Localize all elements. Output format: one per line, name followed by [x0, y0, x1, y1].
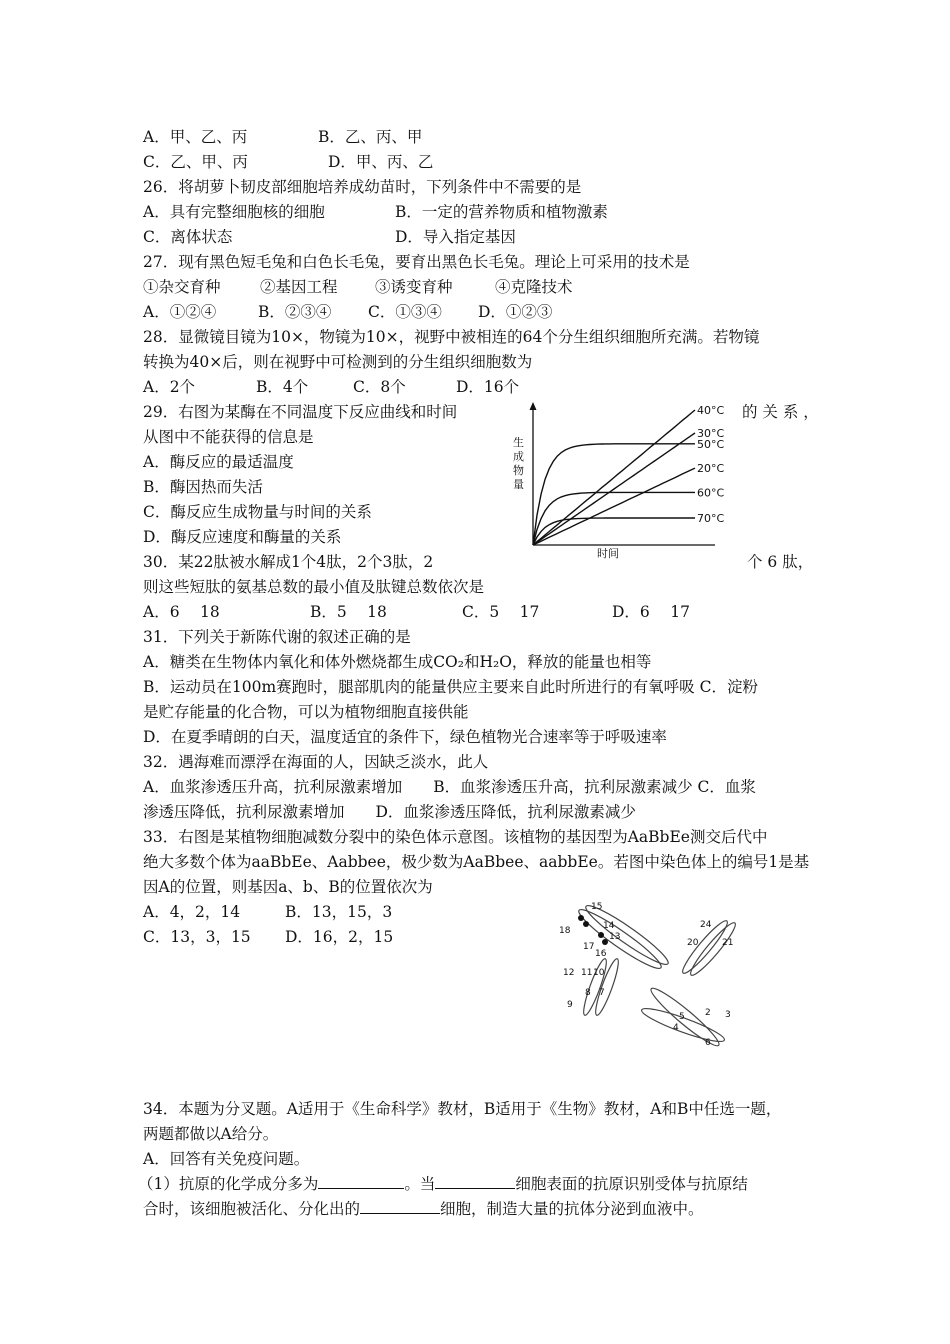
answer-blank[interactable] — [435, 1174, 515, 1189]
gene-label: 5 — [679, 1012, 685, 1022]
gene-label: 15 — [591, 902, 603, 912]
q27-item-4: ④克隆技术 — [495, 278, 573, 296]
gene-label: 16 — [595, 949, 607, 959]
answer-blank[interactable] — [318, 1174, 404, 1189]
y-axis-label-3: 物 — [513, 464, 524, 477]
q31-option-c: 是贮存能量的化合物，可以为植物细胞直接供能 — [143, 703, 469, 721]
gene-label: 21 — [722, 938, 734, 948]
question-33-line-3: 因A的位置，则基因a、b、B的位置依次为 — [143, 878, 433, 896]
question-31: 31．下列关于新陈代谢的叙述正确的是 — [143, 628, 411, 646]
q31-option-a: A．糖类在生物体内氧化和体外燃烧都生成CO₂和H₂O，释放的能量也相等 — [143, 653, 652, 671]
y-axis-arrow — [530, 402, 537, 410]
q27-option-a: A．①②④ — [143, 303, 217, 321]
enzyme-temperature-chart — [505, 398, 735, 560]
fill-text: 合时，该细胞被活化、分化出的 — [143, 1200, 361, 1218]
q26-option-a: A．具有完整细胞核的细胞 — [143, 203, 325, 221]
q33-option-c: C．13，3，15 — [143, 928, 251, 946]
series-label-5: 70°C — [697, 512, 725, 525]
q27-option-b: B．②③④ — [258, 303, 332, 321]
q29-option-a: A．酶反应的最适温度 — [143, 453, 294, 471]
question-30-line-2: 则这些短肽的氨基总数的最小值及肽键总数依次是 — [143, 578, 485, 596]
chromosome-pair-bottom-left — [580, 957, 622, 1017]
gene-label: 17 — [583, 942, 595, 952]
question-27: 27．现有黑色短毛兔和白色长毛兔，要育出黑色长毛兔。理论上可采用的技术是 — [143, 253, 690, 271]
question-29-line-2: 从图中不能获得的信息是 — [143, 428, 314, 446]
y-axis-label-2: 成 — [513, 450, 524, 463]
gene-label: 12 — [563, 968, 575, 978]
question-29-line-1: 29．右图为某酶在不同温度下反应曲线和时间 — [143, 403, 458, 421]
question-34-sub-1-line-2 — [143, 1199, 704, 1219]
fill-text: 。当 — [404, 1175, 436, 1193]
chromatid — [592, 957, 622, 1017]
gene-label: 13 — [609, 932, 621, 942]
q30-option-c: C．5 17 — [462, 603, 540, 621]
q33-option-b: B．13，15，3 — [285, 903, 393, 921]
q27-option-d: D．①②③ — [478, 303, 553, 321]
fill-text: （1）抗原的化学成分多为 — [138, 1175, 319, 1193]
centromere — [578, 915, 584, 921]
gene-label: 24 — [700, 920, 712, 930]
question-34-sub-1-line-1 — [138, 1174, 748, 1194]
fill-text: 细胞表面的抗原识别受体与抗原结 — [515, 1175, 748, 1193]
gene-label: 18 — [559, 926, 571, 936]
q28-option-b: B．4个 — [256, 378, 309, 396]
q31-option-b: B．运动员在100m赛跑时，腿部肌肉的能量供应主要来自此时所进行的有氧呼吸 C．淀粉 — [143, 678, 758, 696]
series-curve-4 — [533, 492, 695, 545]
series-label-4: 60°C — [697, 486, 725, 500]
question-30-line-1-right: 个 6 肽， — [747, 553, 814, 571]
q30-option-b: B．5 18 — [310, 603, 387, 621]
q26-option-d: D．导入指定基因 — [395, 228, 516, 246]
gene-label: 10 — [593, 968, 605, 978]
option-b: B．乙、丙、甲 — [318, 128, 423, 146]
chromatid — [580, 957, 610, 1017]
question-33-line-1: 33．右图是某植物细胞减数分裂中的染色体示意图。该植物的基因型为AaBbEe测交后代中 — [143, 828, 768, 846]
gene-label: 3 — [725, 1010, 731, 1020]
y-axis-label-4: 量 — [513, 478, 524, 491]
question-34-line-2: 两题都做以A给分。 — [143, 1125, 279, 1143]
option-a: A．甲、乙、丙 — [143, 128, 248, 146]
fill-text: 细胞，制造大量的抗体分泌到血液中。 — [440, 1200, 704, 1218]
q30-option-d: D．6 17 — [612, 603, 690, 621]
q29-option-b: B．酶因热而失活 — [143, 478, 263, 496]
question-33-line-2: 绝大多数个体为aaBbEe、Aabbee，极少数为AaBbee、aabbEe。若图中染色体上的编号1是基 — [143, 853, 810, 871]
centromere — [602, 939, 608, 945]
q29-option-c: C．酶反应生成物量与时间的关系 — [143, 503, 372, 521]
series-curve-0 — [533, 410, 695, 545]
q26-option-c: C．离体状态 — [143, 228, 233, 246]
q33-option-d: D．16，2，15 — [285, 928, 394, 946]
q32-options-line-1: A．血浆渗透压升高，抗利尿激素增加 B．血浆渗透压升高，抗利尿激素减少 C．血浆 — [143, 778, 756, 796]
gene-label: 9 — [567, 1000, 573, 1010]
chart-series — [533, 404, 724, 545]
centromere — [598, 932, 604, 938]
gene-label: 7 — [599, 988, 605, 998]
series-label-3: 20°C — [697, 462, 725, 476]
gene-label: 20 — [687, 938, 699, 948]
q33-option-a: A．4，2，14 — [143, 903, 241, 921]
q27-item-3: ③诱变育种 — [375, 278, 453, 296]
gene-label: 2 — [705, 1008, 711, 1018]
gene-label: 4 — [673, 1023, 679, 1033]
q32-options-line-2: 渗透压降低，抗利尿激素增加 D．血浆渗透压降低，抗利尿激素减少 — [143, 803, 636, 821]
q27-item-2: ②基因工程 — [260, 278, 338, 296]
question-28-line-2: 转换为40×后，则在视野中可检测到的分生组织细胞数为 — [143, 353, 533, 371]
q28-option-a: A．2个 — [143, 378, 196, 396]
option-d: D．甲、丙、乙 — [328, 153, 434, 171]
series-curve-3 — [533, 468, 695, 545]
gene-label: 8 — [585, 988, 591, 998]
chromosome-diagram — [555, 895, 745, 1055]
series-curve-2 — [533, 444, 695, 545]
chromosome-pair-top-left — [574, 900, 672, 974]
chromatid — [687, 919, 740, 979]
q28-option-c: C．8个 — [353, 378, 406, 396]
question-34-part-a: A．回答有关免疫问题。 — [143, 1150, 310, 1168]
question-28-line-1: 28．显微镜目镜为10×，物镜为10×，视野中被相连的64个分生组织细胞所充满。若物镜 — [143, 328, 760, 346]
gene-label: 6 — [705, 1038, 711, 1048]
q28-option-d: D．16个 — [456, 378, 520, 396]
y-axis-label-1: 生 — [513, 436, 524, 449]
q27-item-1: ①杂交育种 — [143, 278, 221, 296]
q31-option-d: D．在夏季晴朗的白天，温度适宜的条件下，绿色植物光合速率等于呼吸速率 — [143, 728, 667, 746]
series-label-0: 40°C — [697, 404, 725, 417]
chart-axes — [530, 402, 716, 545]
series-curve-5 — [533, 518, 695, 545]
question-29-line-1-right: 的 关 系 ， — [742, 403, 819, 421]
answer-blank[interactable] — [360, 1199, 440, 1214]
series-label-2: 50°C — [697, 437, 725, 451]
question-30-line-1: 30．某22肽被水解成1个4肽，2个3肽，2 — [143, 553, 434, 571]
q27-option-c: C．①③④ — [368, 303, 442, 321]
x-axis-label: 时间 — [597, 547, 619, 560]
question-34-line-1: 34．本题为分叉题。A适用于《生命科学》教材，B适用于《生物》教材，A和B中任选一题， — [143, 1100, 782, 1118]
q26-option-b: B．一定的营养物质和植物激素 — [395, 203, 608, 221]
gene-label: 11 — [581, 968, 593, 978]
gene-label: 14 — [603, 921, 615, 931]
centromere — [583, 921, 589, 927]
option-line — [143, 127, 247, 147]
question-26: 26．将胡萝卜韧皮部细胞培养成幼苗时，下列条件中不需要的是 — [143, 178, 582, 196]
series-label-1: 30°C — [697, 427, 725, 440]
q30-option-a: A．6 18 — [143, 603, 220, 621]
question-32: 32．遇海难而漂浮在海面的人，因缺乏淡水，此人 — [143, 753, 489, 771]
option-c: C．乙、甲、丙 — [143, 153, 248, 171]
q29-option-d: D．酶反应速度和酶量的关系 — [143, 528, 342, 546]
series-curve-1 — [533, 433, 695, 545]
